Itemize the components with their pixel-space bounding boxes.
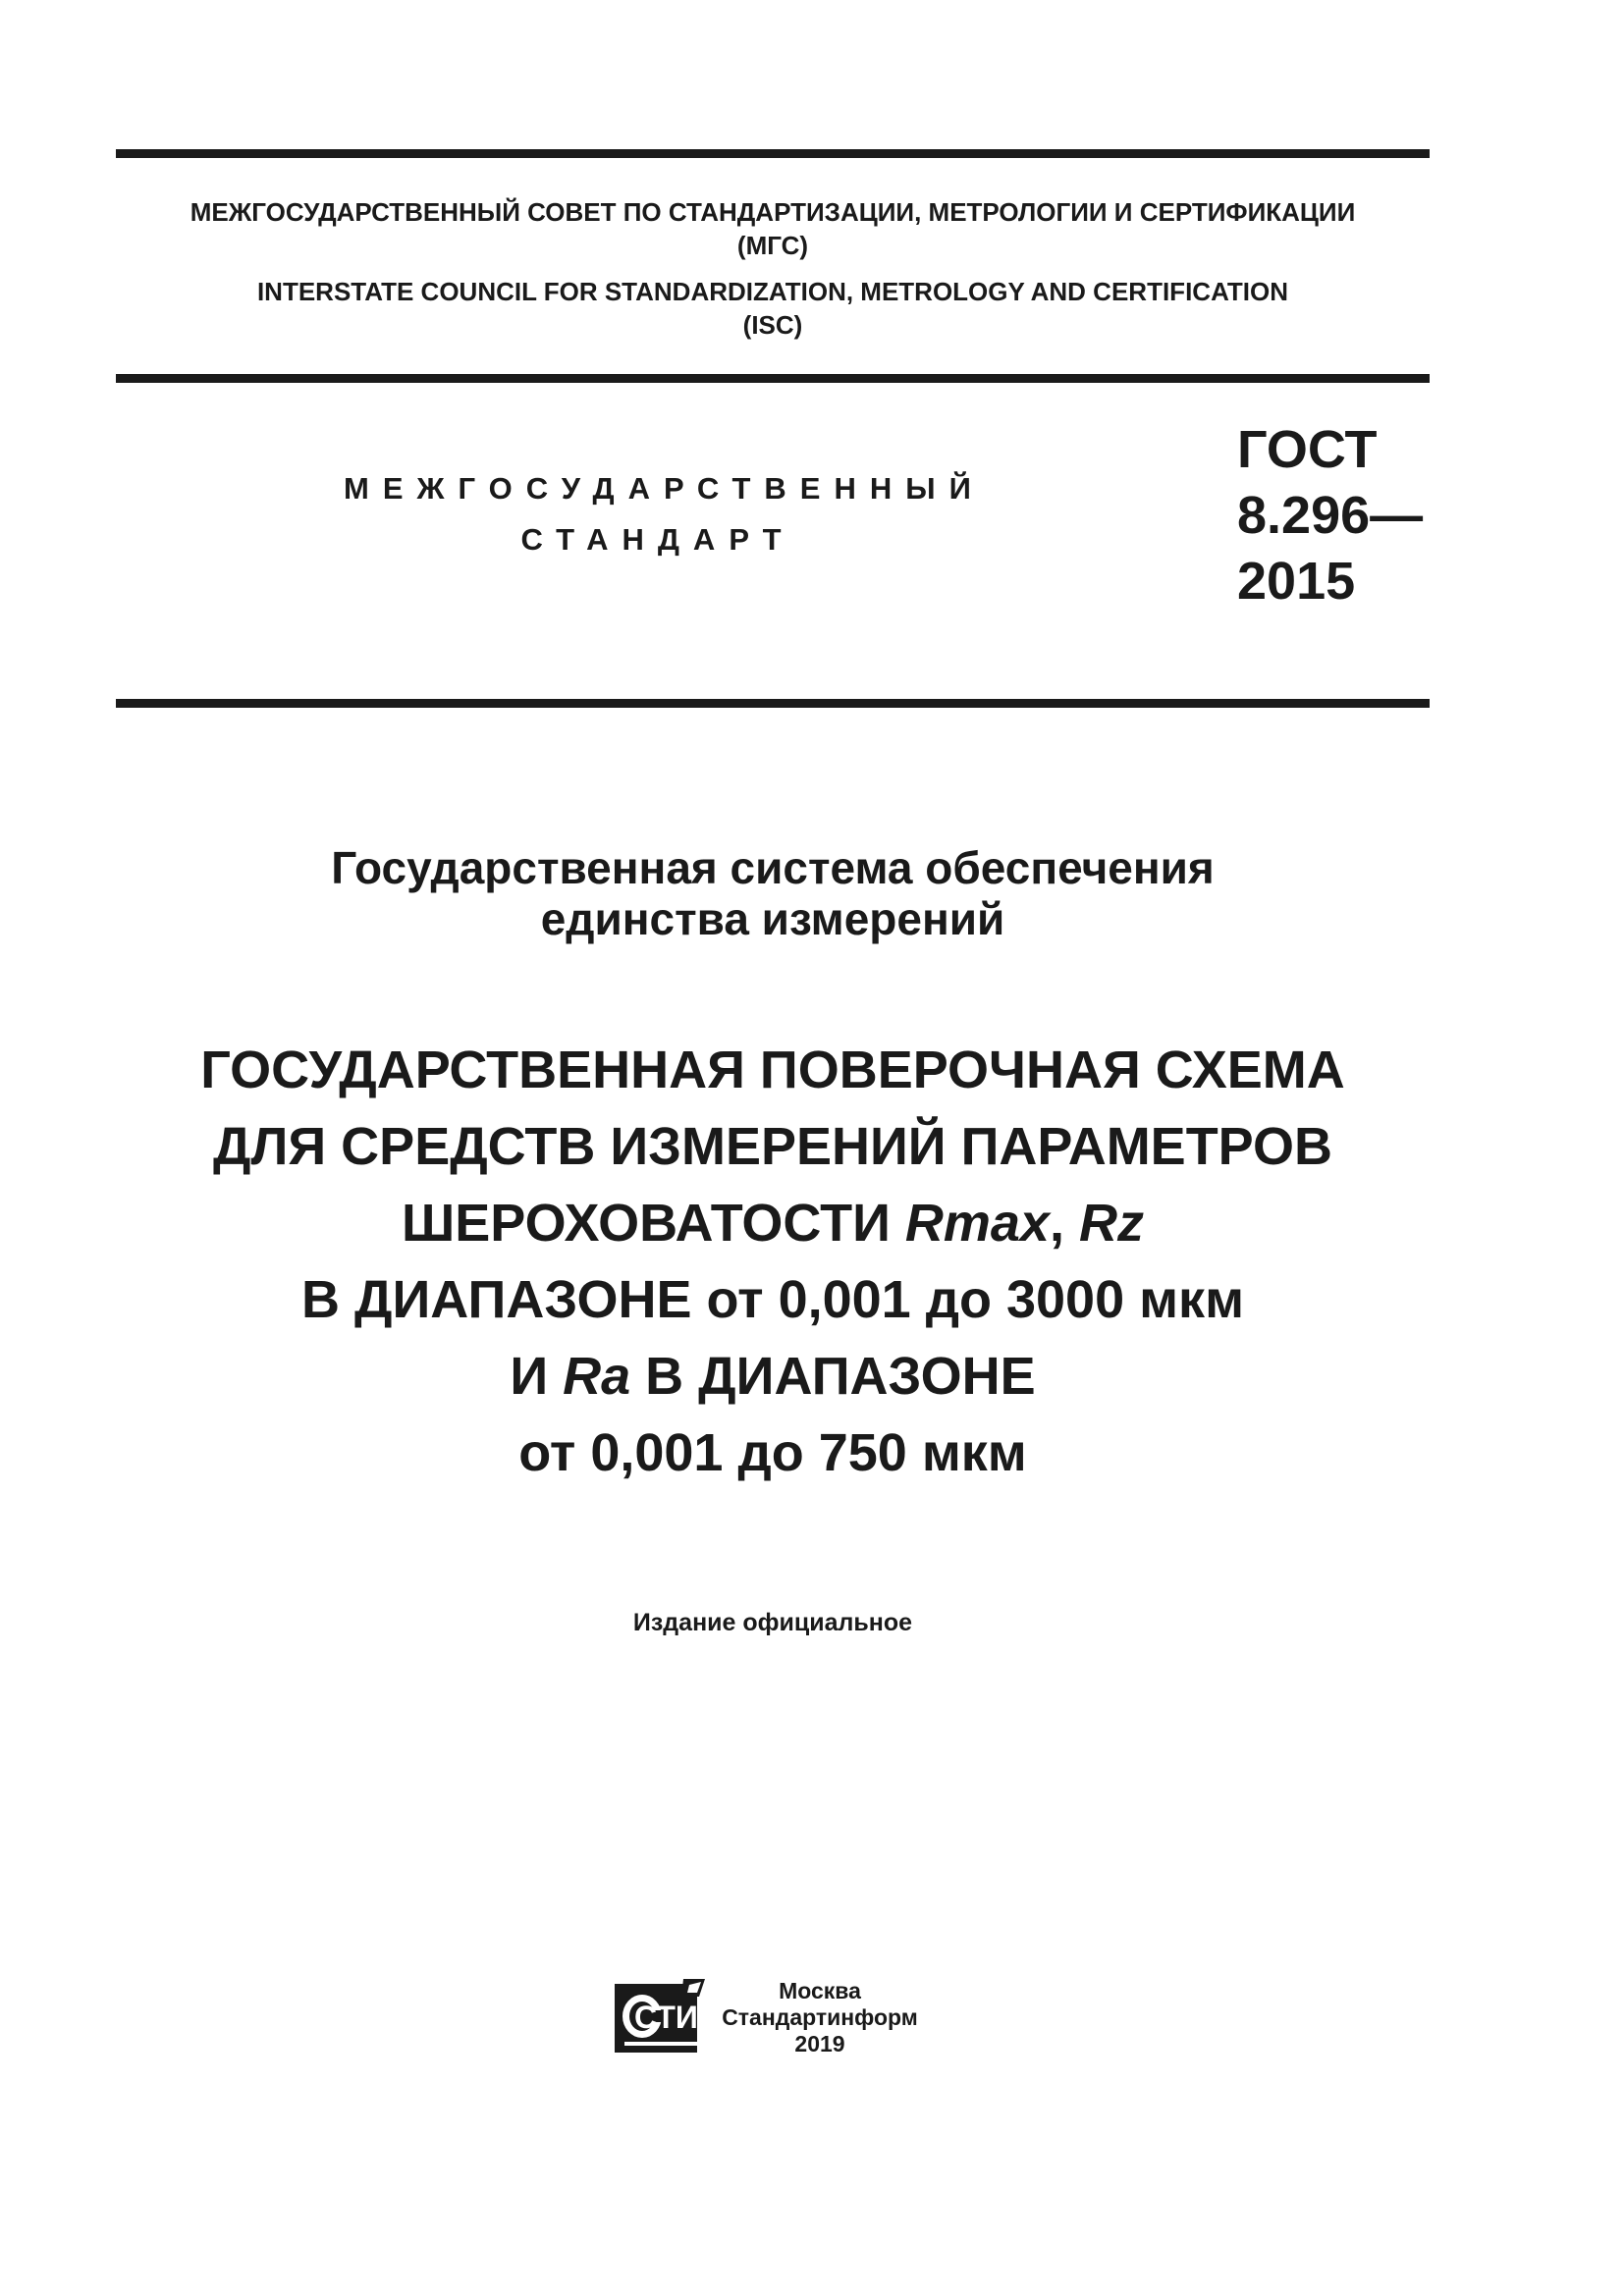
publisher-city: Москва <box>779 1978 861 2003</box>
param-ra: Ra <box>563 1347 631 1406</box>
standartinform-logo-icon <box>613 1979 705 2056</box>
publisher-year: 2019 <box>794 2031 845 2056</box>
title-line1: ГОСУДАРСТВЕННАЯ ПОВЕРОЧНАЯ СХЕМА <box>200 1041 1345 1099</box>
title-line2: ДЛЯ СРЕДСТВ ИЗМЕРЕНИЙ ПАРАМЕТРОВ <box>213 1117 1332 1176</box>
gost-number: 8.296— <box>1237 486 1424 545</box>
gost-designation <box>1237 417 1434 614</box>
title-line3-sep: , <box>1049 1194 1079 1253</box>
council-bottom-rule <box>116 374 1430 383</box>
top-rule <box>116 149 1430 158</box>
council-name-ru: МЕЖГОСУДАРСТВЕННЫЙ СОВЕТ ПО СТАНДАРТИЗАЦИИ, МЕТРОЛОГИИ И СЕРТИФИКАЦИИ <box>189 197 1356 227</box>
title-line4: В ДИАПАЗОНЕ от 0,001 до 3000 мкм <box>300 1270 1245 1329</box>
series-line1: Государственная система обеспечения <box>331 842 1215 893</box>
council-name-en: INTERSTATE COUNCIL FOR STANDARDIZATION, METROLOGY AND CERTIFICATION <box>256 277 1289 306</box>
council-abbr-en: (ISC) <box>742 310 803 340</box>
series-title <box>116 842 1430 944</box>
standard-type-line1: МЕЖГОСУДАРСТВЕННЫЙ <box>344 471 985 506</box>
title-line3-text: ШЕРОХОВАТОСТИ <box>402 1194 905 1253</box>
param-rz: Rz <box>1078 1194 1144 1253</box>
title-line5-pre: И <box>510 1347 564 1406</box>
title-line6: от 0,001 до 750 мкм <box>518 1423 1027 1482</box>
council-header <box>116 195 1430 342</box>
title-line5-post: В ДИАПАЗОНЕ <box>630 1347 1036 1406</box>
series-line2: единства измерений <box>540 893 1005 944</box>
publisher-name: Стандартинформ <box>722 2004 918 2030</box>
title-line3 <box>116 1185 1430 1261</box>
title-line5 <box>116 1338 1430 1415</box>
designation-bottom-rule <box>116 699 1430 708</box>
publisher-info <box>707 1978 933 2057</box>
gost-prefix: ГОСТ <box>1237 420 1378 479</box>
param-rmax: Rmax <box>904 1194 1050 1253</box>
council-abbr-ru: (МГС) <box>736 231 809 260</box>
standard-type-line2: СТАНДАРТ <box>520 522 795 557</box>
logo-text: СТИ <box>634 2000 698 2035</box>
gost-year: 2015 <box>1237 552 1356 611</box>
document-title <box>116 1032 1430 1491</box>
edition-note: Издание официальное <box>632 1609 913 1636</box>
